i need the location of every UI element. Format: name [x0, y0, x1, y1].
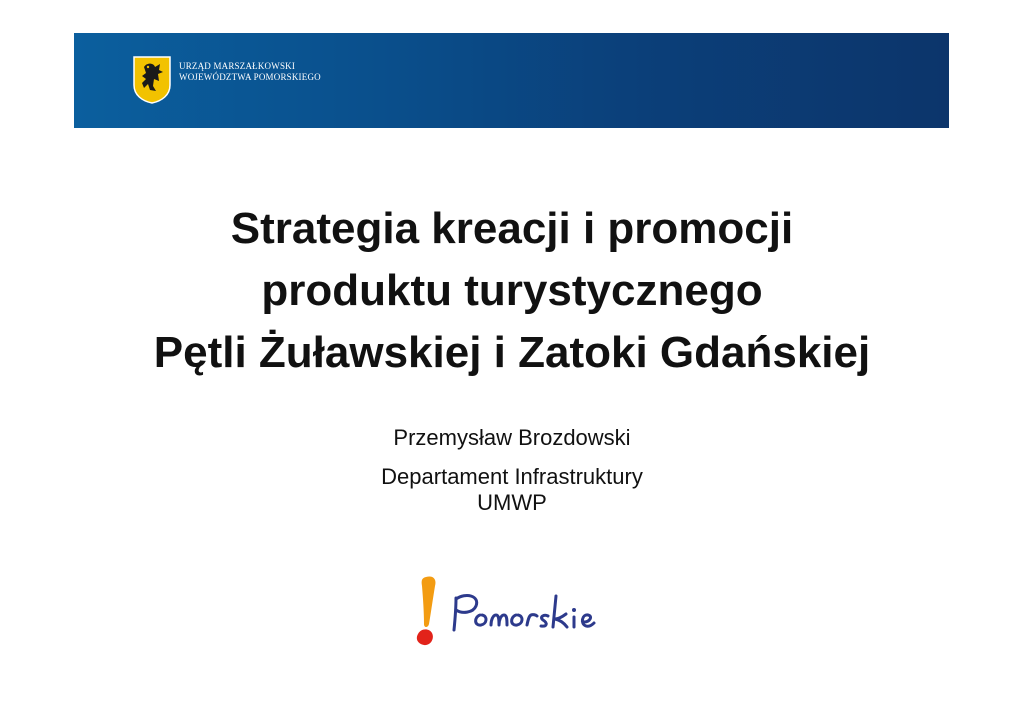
pomorskie-logo — [412, 574, 632, 650]
author-block — [0, 420, 1024, 516]
griffin-crest-icon — [132, 55, 172, 104]
organization-name — [179, 61, 321, 83]
author-abbreviation: UMWP — [477, 490, 547, 515]
title-line-3: Pętli Żuławskiej i Zatoki Gdańskiej — [153, 328, 871, 377]
author-department: Departament Infrastruktury — [381, 464, 643, 489]
presentation-title — [0, 198, 1024, 384]
org-name-line-2: WOJEWÓDZTWA POMORSKIEGO — [179, 72, 321, 82]
header-banner — [74, 33, 949, 128]
title-line-1: Strategia kreacji i promocji — [230, 204, 794, 253]
title-line-2: produktu turystycznego — [261, 266, 763, 315]
author-name: Przemysław Brozdowski — [393, 425, 631, 450]
org-name-line-1: URZĄD MARSZAŁKOWSKI — [179, 61, 296, 71]
